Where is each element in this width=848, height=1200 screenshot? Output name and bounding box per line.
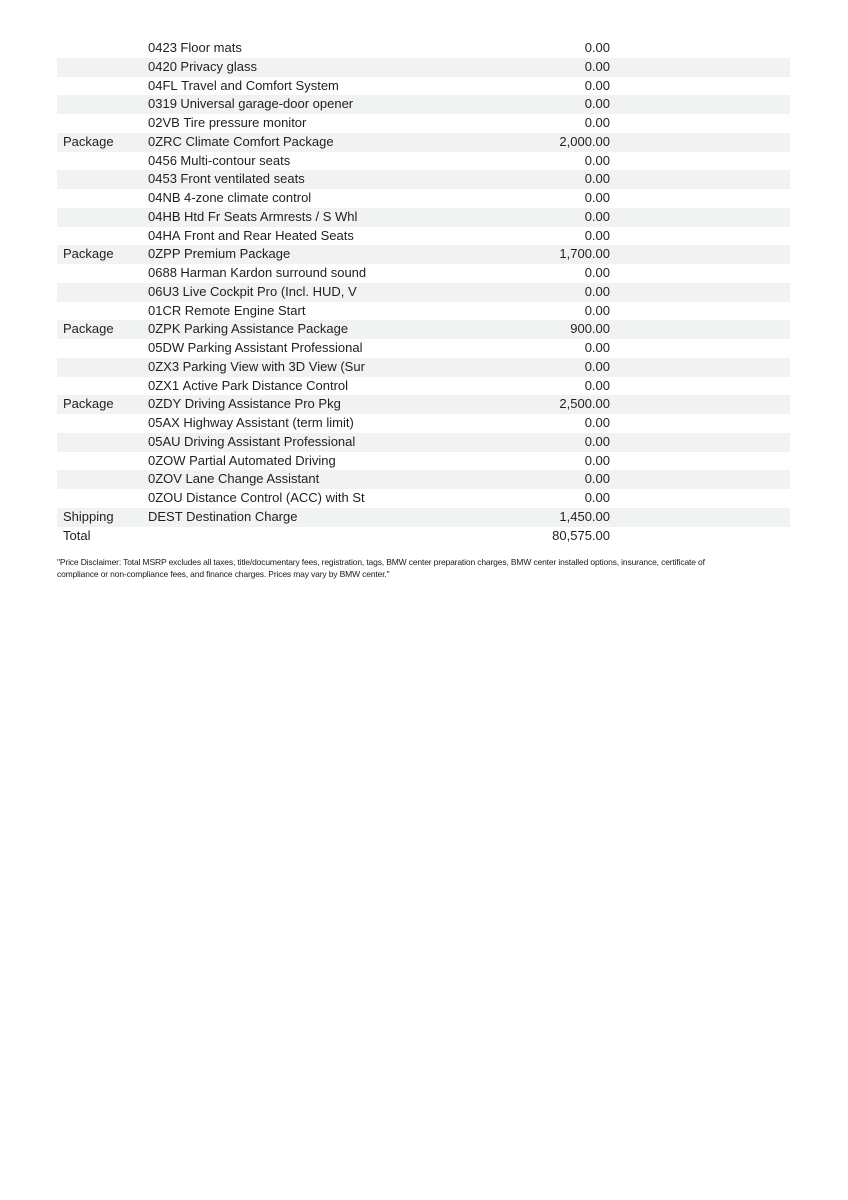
option-code: 0ZPP — [148, 246, 181, 262]
row-price: 0.00 — [584, 96, 610, 112]
option-description: 4-zone climate control — [184, 190, 312, 205]
table-row — [57, 152, 790, 171]
row-price: 0.00 — [584, 58, 610, 74]
table-row — [57, 245, 790, 264]
row-price: 0.00 — [584, 377, 610, 393]
option-code: 04NB — [148, 190, 181, 205]
option-description: Parking View with 3D View (Sur — [182, 358, 365, 374]
option-description: Floor mats — [180, 40, 242, 55]
option-description: Live Cockpit Pro (Incl. HUD, V — [182, 283, 357, 299]
row-option — [148, 358, 458, 377]
row-option — [148, 95, 458, 114]
row-option — [148, 39, 458, 58]
table-row — [57, 377, 790, 396]
row-price: 0.00 — [584, 265, 610, 280]
row-price: 900.00 — [570, 321, 610, 337]
table-row — [57, 95, 790, 114]
price-disclaimer — [57, 557, 785, 580]
table-row — [57, 470, 790, 489]
row-price: 0.00 — [584, 490, 610, 505]
table-row — [57, 508, 790, 527]
option-description: Highway Assistant (term limit) — [183, 415, 354, 430]
row-option — [148, 377, 458, 396]
row-price: 0.00 — [584, 152, 610, 168]
row-option — [148, 508, 458, 527]
option-code: 0688 — [148, 265, 177, 280]
row-price: 0.00 — [584, 283, 610, 299]
option-code: 0319 — [148, 96, 177, 112]
row-category-label: Shipping — [63, 508, 114, 524]
option-description: Climate Comfort Package — [185, 133, 334, 149]
table-row — [57, 227, 790, 246]
option-code: 0420 — [148, 58, 177, 74]
table-row — [57, 39, 790, 58]
table-row — [57, 208, 790, 227]
disclaimer-line-1: "Price Disclaimer: Total MSRP excludes all taxes, title/documentary fees, registration, tags, BMW center preparation charges, BMW center installed options, insurance, certificate of — [57, 557, 705, 567]
table-row — [57, 452, 790, 471]
row-category-label: Package — [63, 246, 114, 262]
option-code: 0ZRC — [148, 133, 182, 149]
row-price: 0.00 — [584, 452, 610, 468]
row-price: 0.00 — [584, 115, 610, 130]
option-description: Destination Charge — [186, 508, 298, 524]
option-description: Universal garage-door opener — [180, 96, 354, 112]
table-row — [57, 133, 790, 152]
option-description: Tire pressure monitor — [183, 115, 307, 130]
option-description: Active Park Distance Control — [182, 377, 349, 393]
table-row — [57, 489, 790, 508]
row-price: 0.00 — [584, 471, 610, 487]
row-price: 80,575.00 — [552, 527, 610, 543]
row-price: 2,500.00 — [559, 396, 610, 412]
option-description: Lane Change Assistant — [185, 471, 320, 487]
option-code: 04FL — [148, 77, 178, 93]
row-category-label: Package — [63, 133, 114, 149]
option-code: 0423 — [148, 40, 177, 55]
option-description: Distance Control (ACC) with St — [186, 490, 365, 505]
row-option — [148, 452, 458, 471]
table-row — [57, 302, 790, 321]
table-row — [57, 395, 790, 414]
row-option — [148, 77, 458, 96]
row-option — [148, 527, 458, 546]
table-row — [57, 58, 790, 77]
option-description: Harman Kardon surround sound — [180, 265, 367, 280]
row-price: 2,000.00 — [559, 133, 610, 149]
row-option — [148, 58, 458, 77]
option-description: Front and Rear Heated Seats — [184, 227, 354, 243]
row-option — [148, 227, 458, 246]
row-category-label: Total — [63, 527, 91, 543]
option-description: Front ventilated seats — [180, 171, 305, 187]
option-code: 0ZOU — [148, 490, 183, 505]
option-description: Htd Fr Seats Armrests / S Whl — [184, 208, 358, 224]
row-option — [148, 395, 458, 414]
row-option — [148, 133, 458, 152]
option-description: Multi-contour seats — [180, 152, 291, 168]
row-price: 0.00 — [584, 40, 610, 55]
option-code: 05AU — [148, 433, 181, 449]
row-price: 1,450.00 — [559, 508, 610, 524]
row-option — [148, 189, 458, 208]
option-description: Driving Assistance Pro Pkg — [184, 396, 341, 412]
row-option — [148, 320, 458, 339]
row-price: 0.00 — [584, 433, 610, 449]
row-price: 0.00 — [584, 190, 610, 205]
row-category-label: Package — [63, 321, 114, 337]
option-description: Partial Automated Driving — [189, 452, 336, 468]
option-code: 0ZX3 — [148, 358, 180, 374]
option-code: 05DW — [148, 340, 185, 355]
option-code: DEST — [148, 508, 183, 524]
option-description: Parking Assistant Professional — [187, 340, 363, 355]
option-description: Privacy glass — [180, 58, 257, 74]
option-code: 0453 — [148, 171, 177, 187]
option-code: 0ZDY — [148, 396, 182, 412]
option-code: 0ZOV — [148, 471, 182, 487]
row-category-label: Package — [63, 396, 114, 412]
option-code: 0ZOW — [148, 452, 186, 468]
row-option — [148, 302, 458, 321]
table-row — [57, 77, 790, 96]
row-option — [148, 433, 458, 452]
option-code: 01CR — [148, 302, 182, 318]
option-description: Travel and Comfort System — [181, 77, 339, 93]
table-row — [57, 358, 790, 377]
row-option — [148, 170, 458, 189]
row-price: 0.00 — [584, 302, 610, 318]
row-option — [148, 414, 458, 433]
row-option — [148, 283, 458, 302]
table-row — [57, 114, 790, 133]
row-option — [148, 208, 458, 227]
table-row — [57, 320, 790, 339]
row-price: 0.00 — [584, 340, 610, 355]
option-description: Parking Assistance Package — [184, 321, 349, 337]
table-row — [57, 189, 790, 208]
option-code: 0ZX1 — [148, 377, 180, 393]
table-row — [57, 170, 790, 189]
row-price: 0.00 — [584, 77, 610, 93]
disclaimer-line-2: compliance or non-compliance fees, and finance charges. Prices may vary by BMW center." — [57, 568, 390, 579]
table-row — [57, 283, 790, 302]
option-code: 04HA — [148, 227, 181, 243]
row-option — [148, 339, 458, 358]
option-description: Premium Package — [184, 246, 291, 262]
table-row — [57, 264, 790, 283]
option-code: 02VB — [148, 115, 180, 130]
option-code: 05AX — [148, 415, 180, 430]
option-description: Driving Assistant Professional — [184, 433, 356, 449]
row-option — [148, 489, 458, 508]
row-option — [148, 264, 458, 283]
table-row — [57, 339, 790, 358]
row-price: 0.00 — [584, 415, 610, 430]
row-option — [148, 245, 458, 264]
table-row — [57, 527, 790, 546]
table-row — [57, 414, 790, 433]
vehicle-options-table — [57, 39, 790, 545]
row-option — [148, 114, 458, 133]
table-row — [57, 433, 790, 452]
option-code: 06U3 — [148, 283, 180, 299]
row-price: 0.00 — [584, 171, 610, 187]
row-price: 0.00 — [584, 208, 610, 224]
row-price: 0.00 — [584, 227, 610, 243]
row-option — [148, 152, 458, 171]
option-code: 0ZPK — [148, 321, 181, 337]
row-price: 0.00 — [584, 358, 610, 374]
row-price: 1,700.00 — [559, 246, 610, 262]
option-code: 0456 — [148, 152, 177, 168]
row-option — [148, 470, 458, 489]
option-description: Remote Engine Start — [184, 302, 306, 318]
option-code: 04HB — [148, 208, 181, 224]
